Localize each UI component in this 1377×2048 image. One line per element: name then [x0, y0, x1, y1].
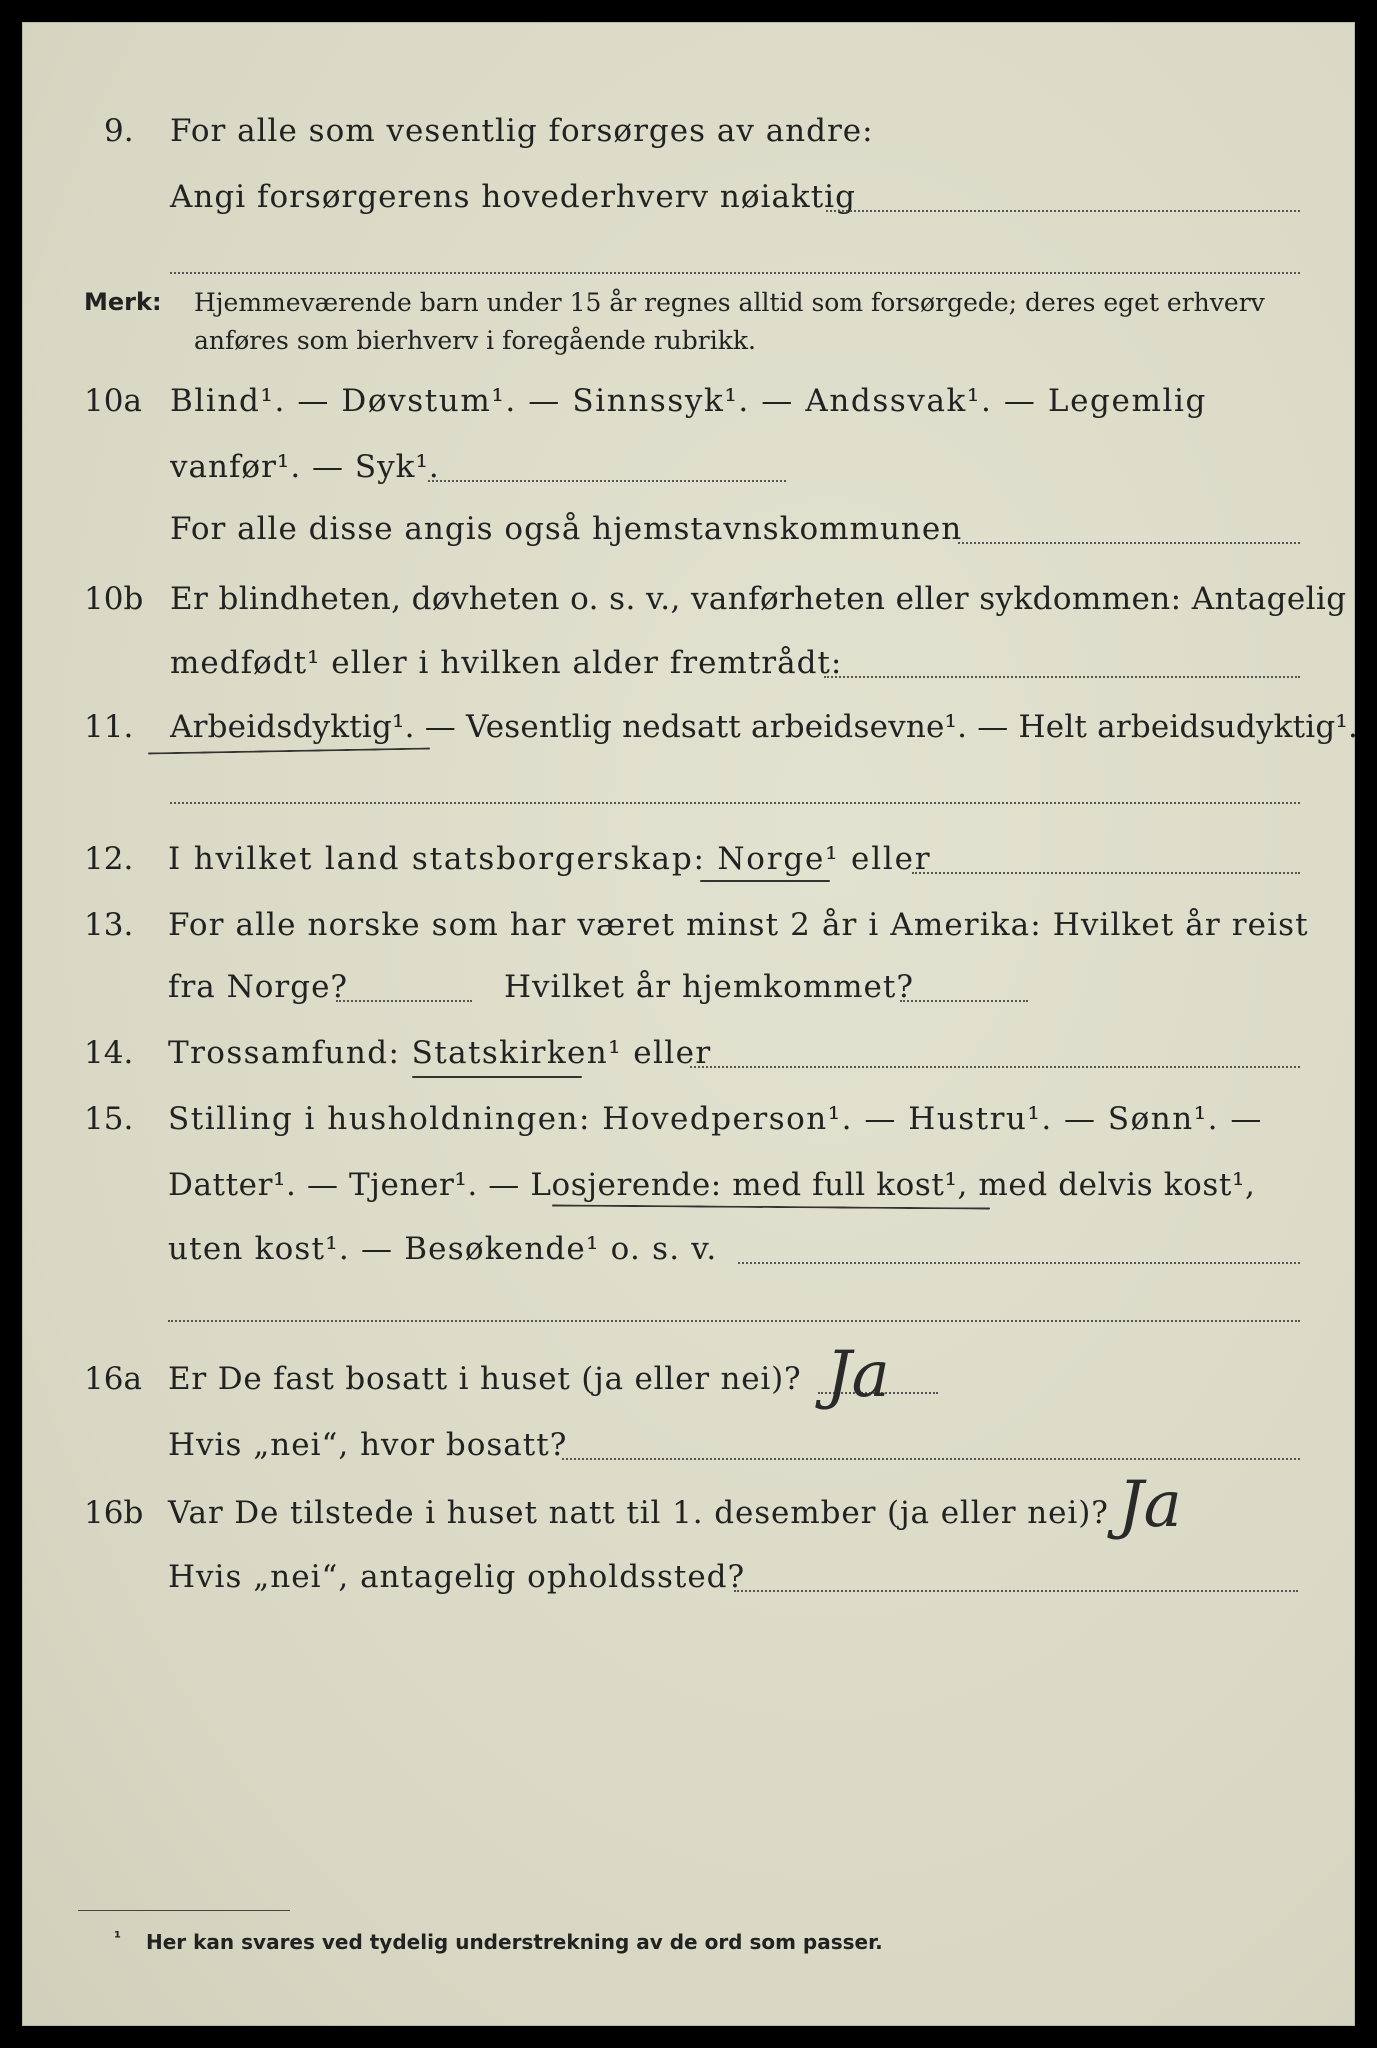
footnote-text: Her kan svares ved tydelig understrekning av de ord som passer.	[146, 1930, 883, 1954]
question-text: Hvis „nei“, hvor bosatt?	[168, 1427, 568, 1463]
question-number: 12.	[84, 841, 134, 877]
note-text: Hjemmeværende barn under 15 år regnes alltid som forsørgede; deres eget erhverv	[194, 288, 1265, 317]
answer-line[interactable]	[958, 542, 1300, 544]
answer-line[interactable]	[738, 1262, 1300, 1264]
handwritten-underline	[700, 880, 830, 882]
question-text: Arbeidsdyktig¹. — Vesentlig nedsatt arbeidsevne¹. — Helt arbeidsudyktig¹.	[170, 709, 1359, 745]
question-text: Blind¹. — Døvstum¹. — Sinnssyk¹. — Andssvak¹. — Legemlig	[170, 383, 1207, 419]
question-text: For alle som vesentlig forsørges av andre:	[170, 113, 874, 149]
handwritten-underline	[412, 1076, 582, 1078]
answer-line[interactable]	[690, 1066, 1300, 1068]
question-number: 13.	[84, 907, 134, 943]
answer-line[interactable]	[734, 1590, 1298, 1592]
question-number: 10b	[84, 581, 144, 617]
answer-line[interactable]	[170, 802, 1300, 804]
question-text: medfødt¹ eller i hvilken alder fremtrådt:	[170, 645, 843, 681]
question-number: 9.	[104, 113, 134, 149]
question-text: Hvilket år hjemkommet?	[504, 969, 914, 1005]
question-number: 15.	[84, 1101, 134, 1137]
question-text: fra Norge?	[168, 969, 349, 1005]
answer-line[interactable]	[826, 210, 1300, 212]
question-text: uten kost¹. — Besøkende¹ o. s. v.	[168, 1231, 718, 1267]
answer-line[interactable]	[168, 1320, 1300, 1322]
question-number: 16a	[84, 1361, 142, 1397]
question-text: Trossamfund: Statskirken¹ eller	[168, 1035, 712, 1071]
question-text: Var De tilstede i huset natt til 1. desember (ja eller nei)?	[168, 1495, 1109, 1531]
handwritten-answer: Ja	[1118, 1468, 1182, 1542]
answer-line[interactable]	[900, 1000, 1028, 1002]
question-text: vanfør¹. — Syk¹.	[170, 449, 440, 485]
note-text: anføres som bierhverv i foregående rubrikk.	[194, 326, 756, 355]
footnote-mark: ¹	[114, 1928, 122, 1947]
question-text: Er blindheten, døvheten o. s. v., vanførheten eller sykdommen: Antagelig	[170, 581, 1347, 617]
question-text: Hvis „nei“, antagelig opholdssted?	[168, 1559, 746, 1595]
answer-line[interactable]	[170, 272, 1300, 274]
question-number: 14.	[84, 1035, 134, 1071]
footnote-rule	[78, 1910, 290, 1911]
question-number: 11.	[84, 709, 134, 745]
answer-line[interactable]	[824, 676, 1300, 678]
handwritten-answer: Ja	[826, 1338, 890, 1412]
question-number: 10a	[84, 383, 142, 419]
answer-line[interactable]	[562, 1458, 1300, 1460]
question-text: For alle disse angis også hjemstavnskommunen	[170, 511, 963, 547]
answer-line[interactable]	[336, 1000, 472, 1002]
note-label: Merk:	[84, 288, 162, 316]
question-text: For alle norske som har været minst 2 år i Amerika: Hvilket år reist	[168, 907, 1309, 943]
question-text: Er De fast bosatt i huset (ja eller nei)?	[168, 1361, 802, 1397]
answer-line[interactable]	[428, 480, 786, 482]
answer-line[interactable]	[912, 872, 1300, 874]
question-number: 16b	[84, 1495, 144, 1531]
question-text: Angi forsørgerens hovederhverv nøiaktig	[170, 179, 856, 215]
question-text: I hvilket land statsborgerskap: Norge¹ eller	[168, 841, 932, 877]
question-text: Datter¹. — Tjener¹. — Losjerende: med full kost¹, med delvis kost¹,	[168, 1167, 1256, 1203]
question-text: Stilling i husholdningen: Hovedperson¹. — Hustru¹. — Sønn¹. —	[168, 1101, 1263, 1137]
